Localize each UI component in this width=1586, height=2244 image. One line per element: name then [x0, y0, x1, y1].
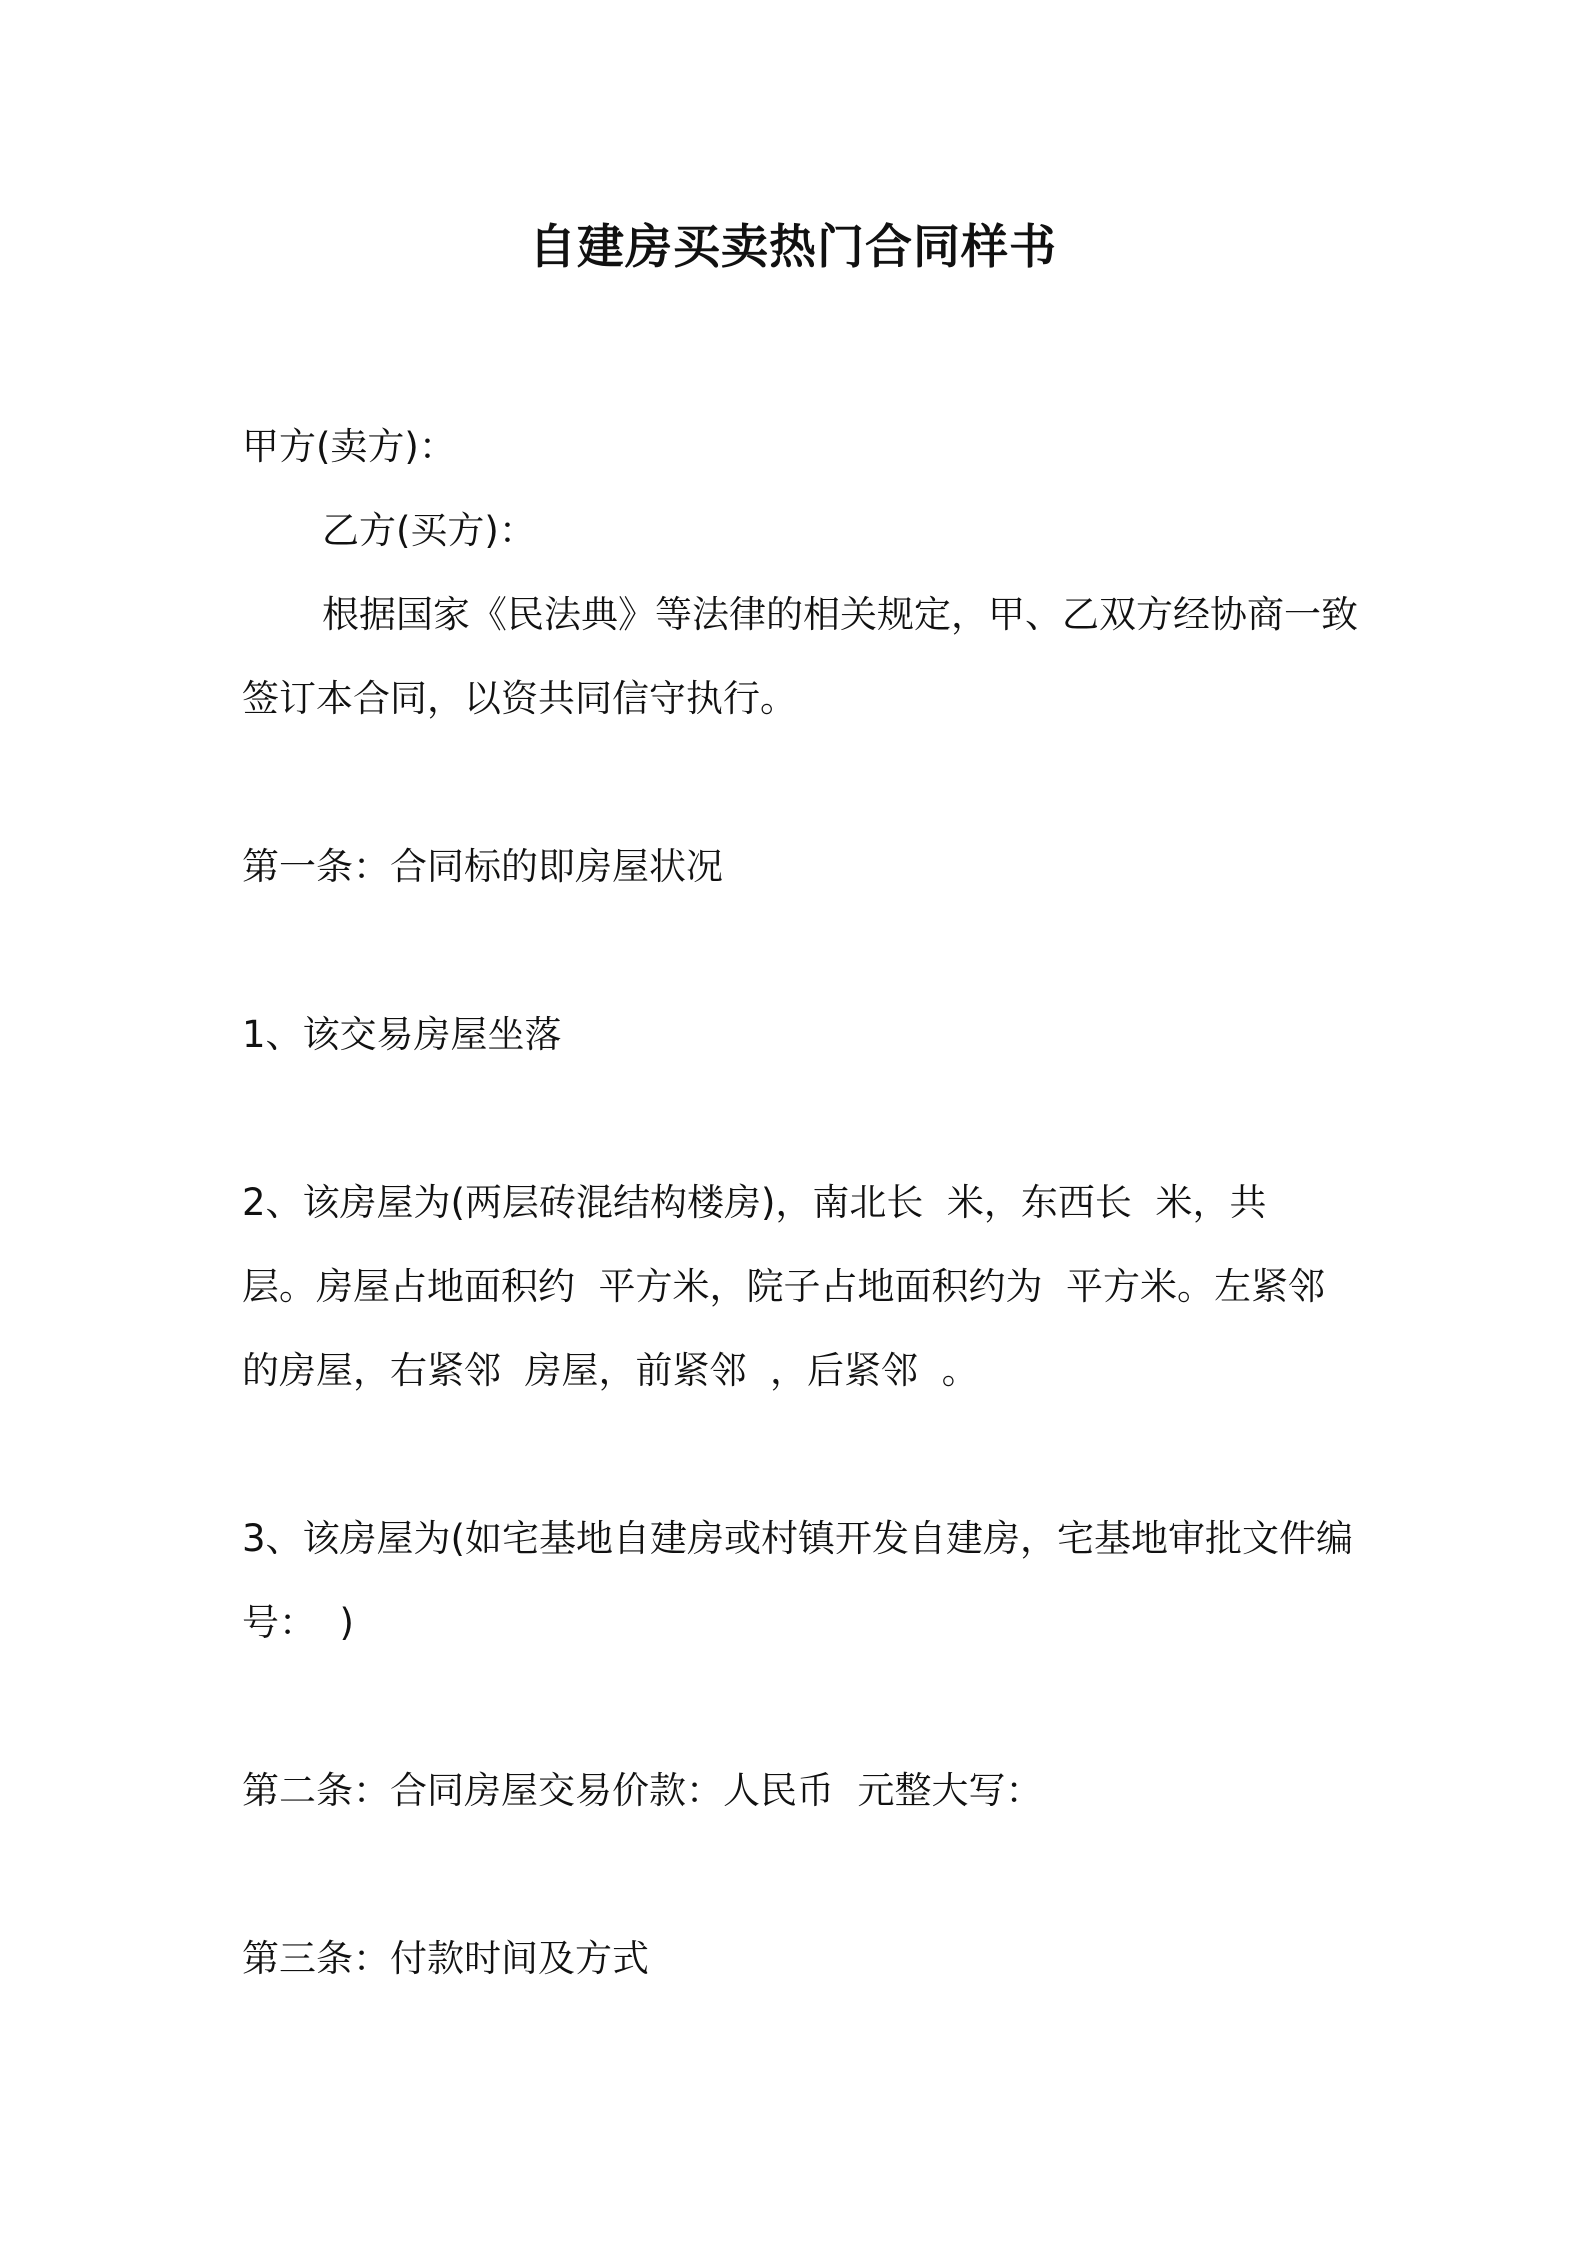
- preamble-paragraph: 根据国家《民法典》等法律的相关规定，甲、乙双方经协商一致签订本合同，以资共同信守执行。: [242, 593, 1358, 720]
- party-b-line: 乙方(买方)：: [322, 509, 536, 552]
- article-3-heading: 第三条：付款时间及方式: [242, 1937, 649, 1980]
- document-body: [242, 405, 1362, 2001]
- party-a-line: 甲方(卖方)：: [242, 425, 456, 468]
- article-2-heading: 第二条：合同房屋交易价款：人民币 元整大写：: [242, 1769, 1043, 1812]
- article-1-item-2: 2、该房屋为(两层砖混结构楼房)，南北长 米，东西长 米，共 层。房屋占地面积约 平方米，院子占地面积约为 平方米。左紧邻 的房屋，右紧邻 房屋，前紧邻 ，后紧邻 。: [242, 1181, 1349, 1392]
- article-1-item-3: 3、该房屋为(如宅基地自建房或村镇开发自建房，宅基地审批文件编号： ): [242, 1517, 1353, 1644]
- article-1-heading: 第一条：合同标的即房屋状况: [242, 845, 723, 888]
- document-title: 自建房买卖热门合同样书: [529, 220, 1057, 275]
- article-1-item-1: 1、该交易房屋坐落: [242, 1013, 562, 1056]
